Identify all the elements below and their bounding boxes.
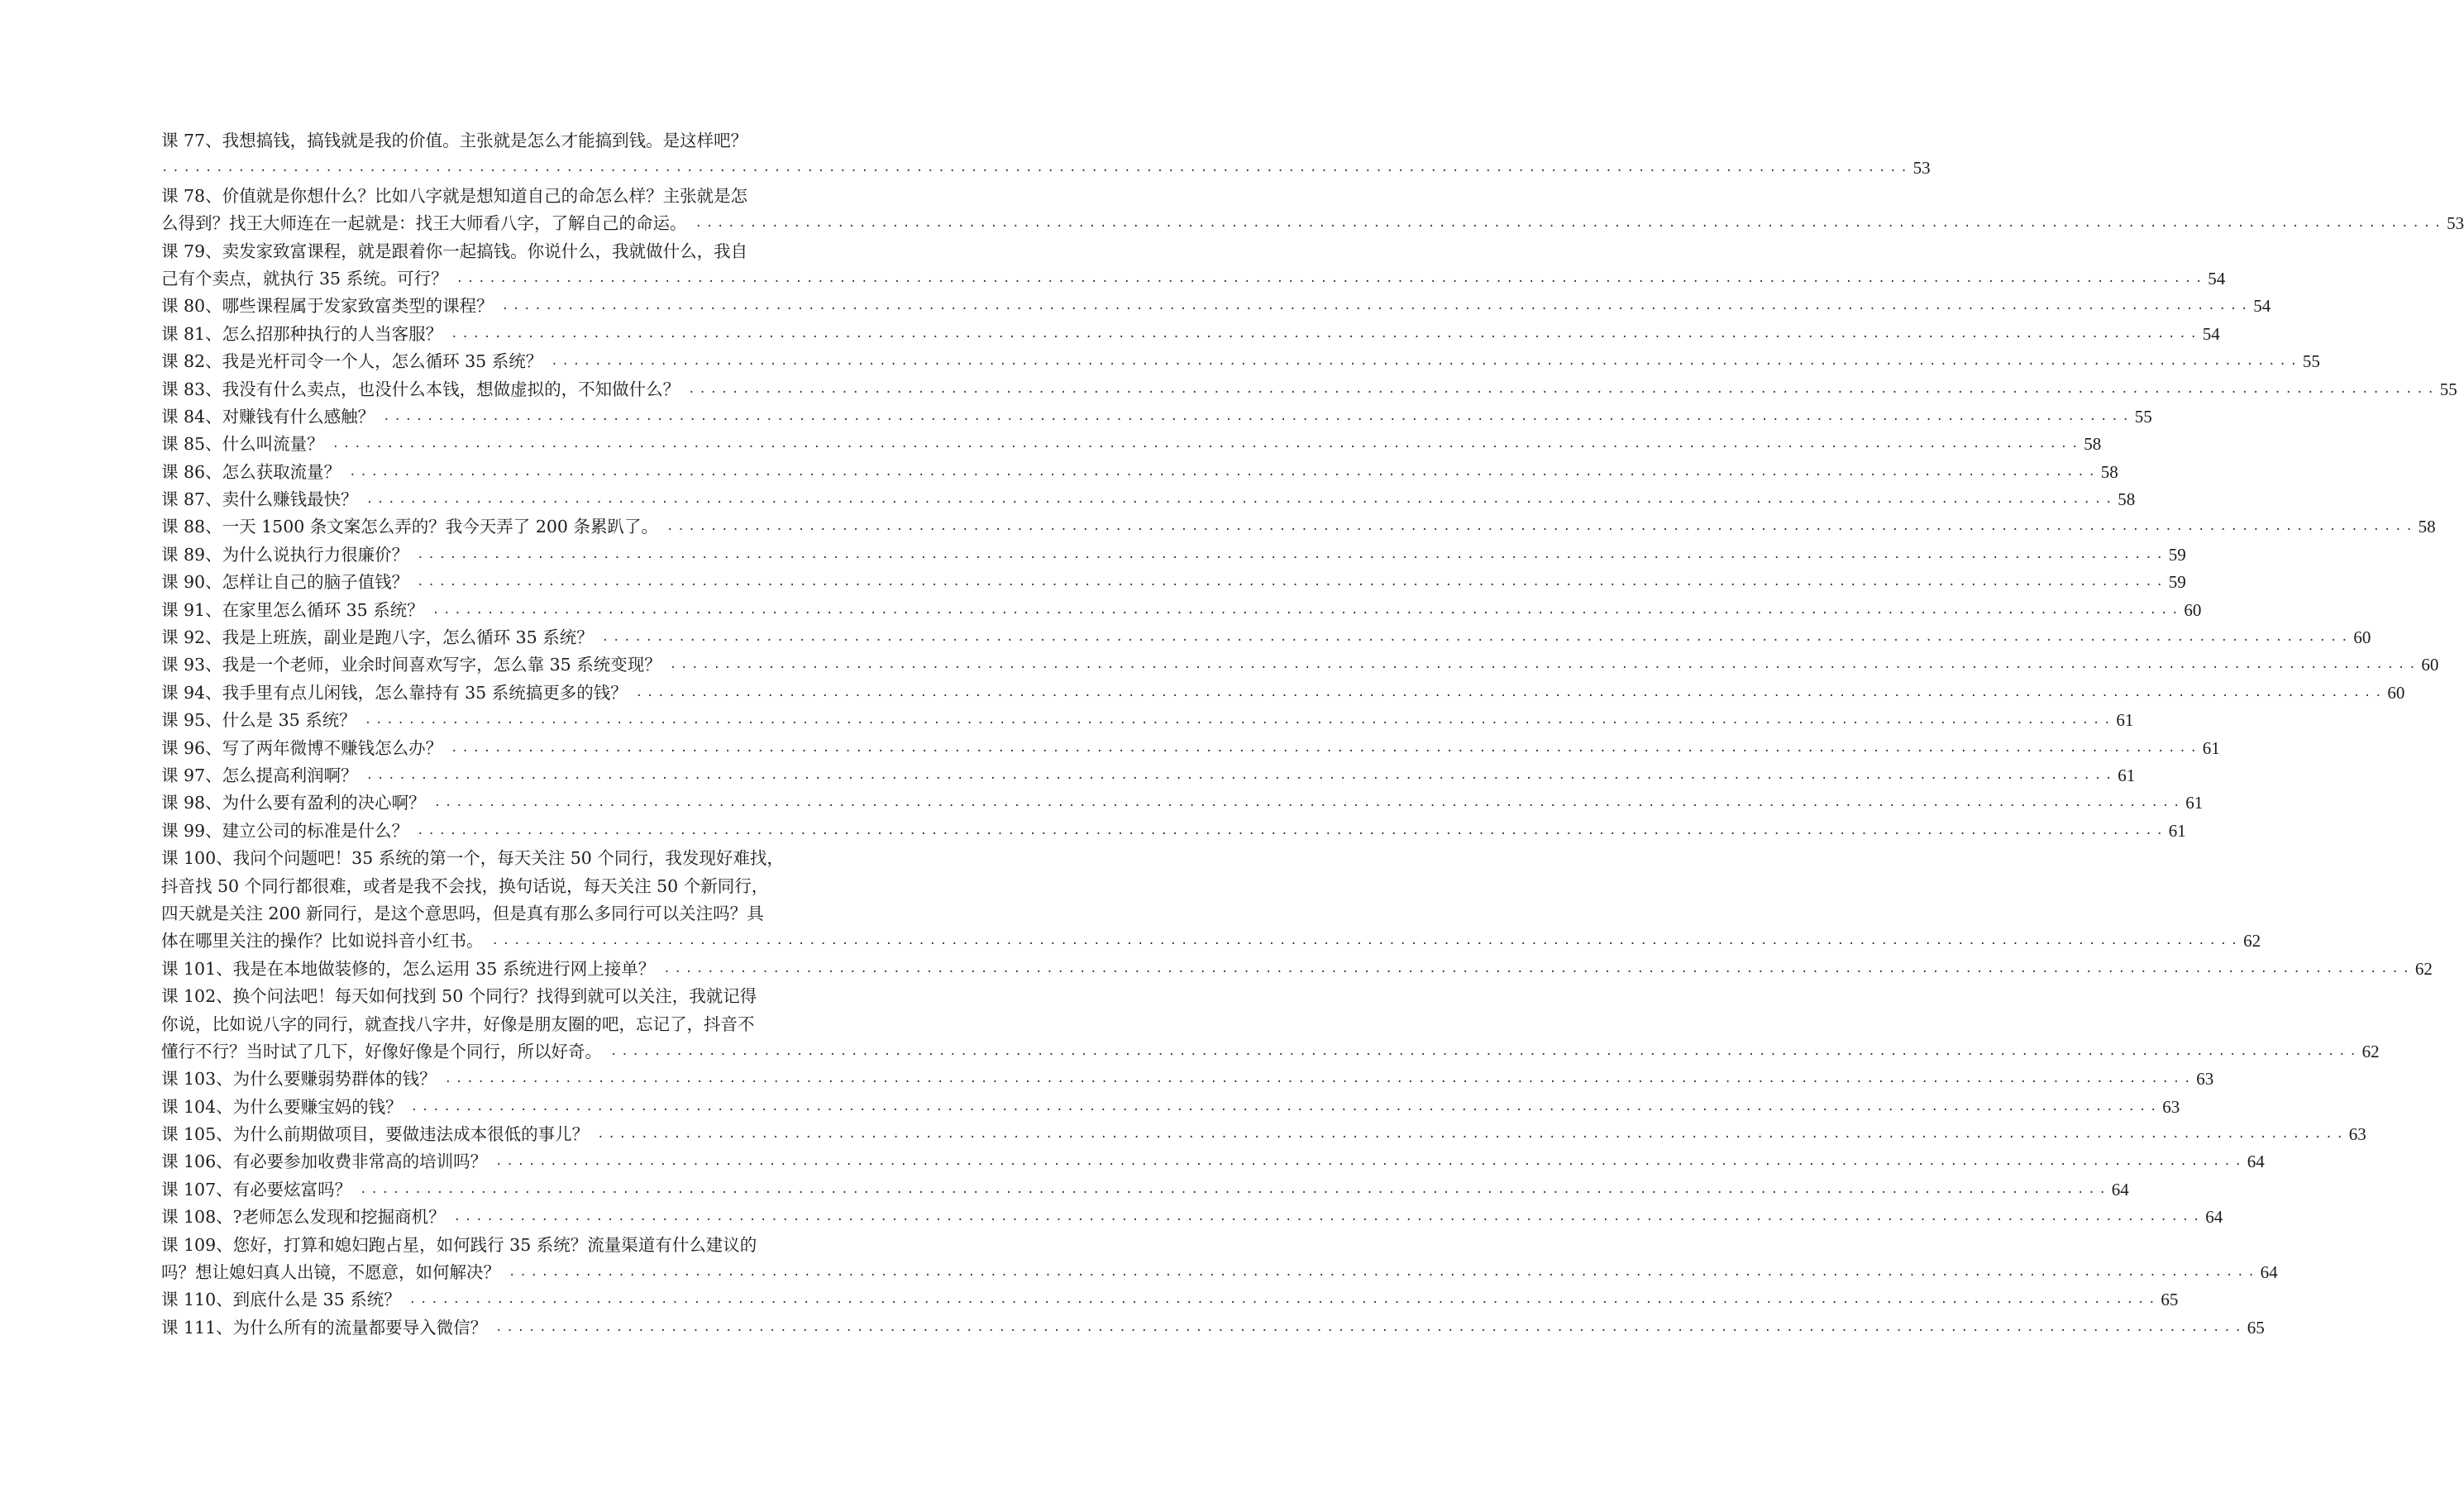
toc-entry[interactable] (161, 651, 2439, 679)
toc-entry-title: 课 106、有必要参加收费非常高的培训吗？ (161, 1152, 488, 1172)
toc-entry-title: 课 94、我手里有点儿闲钱，怎么靠持有 35 系统搞更多的钱？ (161, 682, 628, 703)
toc-entry-title: 课 98、为什么要有盈利的决心啊？ (161, 793, 426, 813)
dot-leader: ................................................................................................................................................................ (663, 961, 2414, 975)
dot-leader: ................................................................................................................................................................ (417, 823, 2167, 837)
dot-leader: ................................................................................................................................................................ (551, 355, 2301, 369)
dot-leader: ................................................................................................................................................................ (410, 1099, 2161, 1114)
toc-entry[interactable] (161, 238, 2226, 293)
toc-entry[interactable] (161, 1314, 2265, 1342)
toc-entry-leader-row (161, 541, 2186, 569)
toc-entry[interactable] (161, 541, 2186, 569)
toc-entry-page-number: 55 (2439, 379, 2457, 399)
toc-entry-title-line: 课 79、卖发家致富课程，就是跟着你一起搞钱。你说什么，我就做什么，我自 (161, 241, 748, 261)
dot-leader: ................................................................................................................................................................ (161, 161, 1912, 175)
toc-entry-leader-row (161, 707, 2134, 734)
toc-entry-title-line: 课 77、我想搞钱，搞钱就是我的价值。主张就是怎么才能搞到钱。是这样吧？ (161, 131, 748, 150)
toc-entry-page-number: 61 (2168, 820, 2186, 841)
toc-entry-leader-row (161, 1204, 2223, 1231)
toc-entry-title: 课 104、为什么要赚宝妈的钱？ (161, 1096, 403, 1117)
dot-leader: ................................................................................................................................................................ (456, 271, 2207, 285)
toc-entry-title: 课 86、怎么获取流量？ (161, 461, 341, 482)
toc-entry[interactable] (161, 183, 2464, 238)
toc-entry-page-number: 60 (2421, 655, 2439, 675)
toc-entry-title: 课 110、到底什么是 35 系统？ (161, 1290, 401, 1310)
toc-entry[interactable] (161, 845, 2261, 956)
dot-leader: ................................................................................................................................................................ (610, 1044, 2361, 1058)
toc-entry-leader-row (161, 928, 2261, 955)
toc-entry-title: 己有个卖点，就执行 35 系统。可行？ (161, 268, 448, 289)
toc-entry-title: 么得到？找王大师连在一起就是：找王大师看八字，了解自己的命运。 (161, 213, 687, 234)
toc-entry-leader-row (161, 1094, 2180, 1121)
toc-entry-title: 课 85、什么叫流量？ (161, 434, 324, 455)
dot-leader: ................................................................................................................................................................ (365, 768, 2117, 782)
toc-entry[interactable] (161, 1232, 2278, 1287)
dot-leader: ................................................................................................................................................................ (669, 658, 2420, 672)
toc-entry-leader-row (161, 680, 2405, 707)
toc-entry-page-number: 62 (2243, 931, 2261, 951)
toc-entry-page-number: 54 (2202, 323, 2220, 344)
toc-entry-page-number: 58 (2084, 434, 2102, 455)
dot-leader: ................................................................................................................................................................ (408, 1293, 2160, 1307)
toc-entry[interactable] (161, 293, 2271, 320)
toc-entry-title: 课 111、为什么所有的流量都要导入微信？ (161, 1317, 488, 1338)
toc-entry-title: 课 105、为什么前期做项目，要做违法成本很低的事儿？ (161, 1124, 590, 1145)
toc-entry-leader-row (161, 513, 2436, 541)
toc-entry-leader-row (161, 293, 2271, 320)
toc-entry-page-number: 55 (2302, 351, 2320, 372)
toc-entry-title-line: 抖音找 50 个同行都很难，或者是我不会找，换句话说，每天关注 50 个新同行， (161, 875, 769, 896)
toc-entry[interactable] (161, 1286, 2179, 1314)
toc-entry[interactable] (161, 1176, 2129, 1204)
toc-entry-page-number: 60 (2184, 599, 2202, 620)
toc-entry-leader-row (161, 1259, 2278, 1286)
toc-entry[interactable] (161, 1121, 2366, 1148)
toc-entry-title-line: 四天就是关注 200 新同行，是这个意思吗，但是真有那么多同行可以关注吗？具 (161, 903, 764, 923)
dot-leader: ................................................................................................................................................................ (451, 327, 2201, 341)
dot-leader: ................................................................................................................................................................ (365, 493, 2117, 507)
toc-entry-leader-row (161, 486, 2136, 513)
dot-leader: ................................................................................................................................................................ (417, 575, 2167, 589)
dot-leader: ................................................................................................................................................................ (501, 299, 2252, 313)
dot-leader: ................................................................................................................................................................ (495, 1320, 2246, 1334)
toc-entry-leader-row (161, 1176, 2129, 1204)
toc-entry-title: 课 99、建立公司的标准是什么？ (161, 820, 409, 841)
toc-entry-title: 课 81、怎么招那种执行的人当客服？ (161, 323, 443, 344)
dot-leader: ................................................................................................................................................................ (451, 741, 2201, 755)
dot-leader: ................................................................................................................................................................ (597, 1128, 2347, 1142)
toc-entry-page-number: 58 (2100, 461, 2118, 482)
toc-entry-leader-row (161, 1066, 2214, 1093)
toc-entry-title: 课 91、在家里怎么循环 35 系统？ (161, 599, 424, 620)
dot-leader: ................................................................................................................................................................ (688, 382, 2438, 396)
toc-entry[interactable] (161, 680, 2405, 707)
toc-entry[interactable] (161, 348, 2320, 375)
toc-entry-leader-row (161, 403, 2152, 431)
toc-entry[interactable] (161, 486, 2136, 513)
toc-entry-page-number: 64 (2260, 1262, 2278, 1282)
toc-entry-title: 课 89、为什么说执行力很廉价？ (161, 544, 409, 565)
toc-entry[interactable] (161, 127, 1931, 183)
toc-entry-page-number: 64 (2205, 1207, 2223, 1228)
dot-leader: ................................................................................................................................................................ (495, 1155, 2246, 1169)
dot-leader: ................................................................................................................................................................ (453, 1210, 2204, 1224)
dot-leader: ................................................................................................................................................................ (509, 1266, 2259, 1279)
toc-entry-leader-row (161, 735, 2220, 762)
toc-entry[interactable] (161, 459, 2118, 486)
dot-leader: ................................................................................................................................................................ (444, 1072, 2195, 1086)
toc-entry-title-line: 课 78、价值就是你想什么？比如八字就是想知道自己的命怎么样？主张就是怎 (161, 185, 748, 206)
toc-entry-leader-row (161, 1286, 2179, 1314)
toc-entry-page-number: 64 (2111, 1179, 2129, 1199)
toc-entry-leader-row (161, 1121, 2366, 1148)
toc-entry-leader-row (161, 762, 2136, 789)
toc-entry-page-number: 54 (2253, 296, 2271, 317)
toc-entry[interactable] (161, 1066, 2214, 1093)
toc-entry-title: 课 88、一天 1500 条文案怎么弄的？我今天弄了 200 条累趴了。 (161, 517, 658, 537)
toc-entry-leader-row (161, 956, 2433, 983)
toc-entry[interactable] (161, 818, 2186, 845)
toc-entry-leader-row (161, 210, 2464, 237)
toc-entry-page-number: 61 (2185, 793, 2204, 813)
toc-entry[interactable] (161, 983, 2380, 1066)
toc-entry-leader-row (161, 1148, 2265, 1176)
toc-entry-page-number: 64 (2247, 1152, 2265, 1172)
toc-entry-leader-row (161, 459, 2118, 486)
toc-entry-title: 课 96、写了两年微博不赚钱怎么办？ (161, 737, 443, 758)
dot-leader: ................................................................................................................................................................ (349, 465, 2099, 479)
toc-entry[interactable] (161, 789, 2204, 817)
dot-leader: ................................................................................................................................................................ (601, 631, 2352, 645)
toc-entry-leader-row (161, 789, 2204, 817)
toc-entry-leader-row (161, 597, 2202, 624)
toc-entry-leader-row (161, 651, 2439, 679)
toc-entry-title: 课 95、什么是 35 系统？ (161, 710, 356, 731)
toc-entry-page-number: 63 (2162, 1096, 2180, 1117)
toc-entry-page-number: 53 (1912, 158, 1931, 179)
toc-entry-leader-row (161, 1038, 2380, 1066)
toc-entry-leader-row (161, 818, 2186, 845)
toc-entry[interactable] (161, 597, 2202, 624)
toc-entry-page-number: 62 (2361, 1041, 2380, 1061)
toc-entry-leader-row (161, 431, 2102, 458)
dot-leader: ................................................................................................................................................................ (364, 713, 2115, 727)
toc-entry-title: 课 93、我是一个老师，业余时间喜欢写字，怎么靠 35 系统变现？ (161, 655, 661, 675)
toc-entry-title: 体在哪里关注的操作？比如说抖音小红书。 (161, 931, 484, 951)
toc-entry-page-number: 60 (2353, 627, 2371, 648)
toc-entry-title: 懂行不行？当时试了几下，好像好像是个同行，所以好奇。 (161, 1041, 602, 1061)
toc-entry-page-number: 65 (2247, 1317, 2265, 1338)
toc-entry-page-number: 62 (2414, 958, 2433, 979)
dot-leader: ................................................................................................................................................................ (433, 796, 2185, 810)
toc-entry[interactable] (161, 1148, 2265, 1176)
toc-entry-title-line: 课 109、您好，打算和媳妇跑占星，如何践行 35 系统？流量渠道有什么建议的 (161, 1234, 757, 1255)
dot-leader: ................................................................................................................................................................ (695, 217, 2446, 231)
toc-entry-leader-row (161, 321, 2220, 348)
toc-entry[interactable] (161, 569, 2186, 596)
toc-entry[interactable] (161, 762, 2136, 789)
toc-entry-leader-row (161, 265, 2226, 293)
toc-entry-title: 课 83、我没有什么卖点，也没什么本钱，想做虚拟的，不知做什么？ (161, 379, 680, 399)
toc-entry[interactable] (161, 321, 2220, 348)
toc-entry-title: 课 107、有必要炫富吗？ (161, 1179, 352, 1199)
dot-leader: ................................................................................................................................................................ (666, 520, 2417, 534)
toc-entry[interactable] (161, 376, 2457, 403)
toc-entry-page-number: 58 (2118, 489, 2136, 510)
toc-entry-title: 课 87、卖什么赚钱最快？ (161, 489, 358, 510)
toc-entry-leader-row (161, 624, 2371, 651)
toc-entry-title: 课 84、对赚钱有什么感触？ (161, 406, 375, 427)
toc-entry[interactable] (161, 1094, 2180, 1121)
toc-entry[interactable] (161, 707, 2134, 734)
toc-entry-page-number: 59 (2168, 544, 2186, 565)
toc-entry-page-number: 58 (2418, 517, 2436, 537)
toc-entry[interactable] (161, 403, 2152, 431)
toc-entry-page-number: 65 (2161, 1290, 2179, 1310)
toc-entry-page-number: 55 (2134, 406, 2152, 427)
toc-entry-title: 课 103、为什么要赚弱势群体的钱？ (161, 1069, 437, 1090)
toc-entry-title: 课 92、我是上班族，副业是跑八字，怎么循环 35 系统？ (161, 627, 594, 648)
toc-entry-title: 课 90、怎样让自己的脑子值钱？ (161, 572, 409, 593)
toc-entry-page-number: 63 (2348, 1124, 2366, 1145)
toc-entry[interactable] (161, 735, 2220, 762)
table-of-contents (161, 127, 2464, 1342)
toc-entry-page-number: 59 (2168, 572, 2186, 593)
toc-entry-title: 吗？想让媳妇真人出镜，不愿意，如何解决？ (161, 1262, 500, 1282)
dot-leader: ................................................................................................................................................................ (332, 437, 2083, 451)
toc-entry[interactable] (161, 431, 2102, 458)
toc-entry-page-number: 60 (2387, 682, 2405, 703)
toc-entry-page-number: 63 (2196, 1069, 2214, 1090)
dot-leader: ................................................................................................................................................................ (360, 1182, 2110, 1196)
dot-leader: ................................................................................................................................................................ (417, 547, 2167, 561)
toc-entry[interactable] (161, 624, 2371, 651)
toc-entry-title: 课 80、哪些课程属于发家致富类型的课程？ (161, 296, 494, 317)
toc-entry-leader-row (161, 348, 2320, 375)
toc-entry-title: 课 82、我是光杆司令一个人，怎么循环 35 系统？ (161, 351, 543, 372)
toc-entry-page-number: 61 (2116, 710, 2134, 731)
toc-entry-leader-row (161, 1314, 2265, 1342)
dot-leader: ................................................................................................................................................................ (383, 409, 2133, 423)
toc-entry-title-line: 你说，比如说八字的同行，就查找八字井，好像是朋友圈的吧，忘记了，抖音不 (161, 1013, 755, 1034)
toc-entry-page-number: 61 (2202, 737, 2220, 758)
dot-leader: ................................................................................................................................................................ (491, 934, 2242, 948)
toc-entry-title: 课 108、?老师怎么发现和挖掘商机？ (161, 1207, 446, 1228)
toc-entry[interactable] (161, 1204, 2223, 1231)
toc-entry-title-line: 课 100、我问个问题吧！35 系统的第一个，每天关注 50 个同行，我发现好难找， (161, 848, 784, 869)
toc-entry-leader-row (161, 376, 2457, 403)
toc-entry-page-number: 54 (2208, 268, 2226, 289)
toc-entry-title-line: 课 102、换个问法吧！每天如何找到 50 个同行？找得到就可以关注，我就记得 (161, 986, 757, 1007)
toc-entry-title: 课 97、怎么提高利润啊？ (161, 765, 358, 785)
toc-entry-title: 课 101、我是在本地做装修的，怎么运用 35 系统进行网上接单？ (161, 958, 656, 979)
toc-entry-leader-row (161, 155, 1931, 182)
toc-entry[interactable] (161, 956, 2433, 983)
toc-entry-leader-row (161, 569, 2186, 596)
toc-entry[interactable] (161, 513, 2436, 541)
toc-entry-page-number: 61 (2118, 765, 2136, 785)
dot-leader: ................................................................................................................................................................ (432, 603, 2183, 617)
toc-entry-page-number: 53 (2447, 213, 2464, 234)
dot-leader: ................................................................................................................................................................ (635, 685, 2386, 699)
